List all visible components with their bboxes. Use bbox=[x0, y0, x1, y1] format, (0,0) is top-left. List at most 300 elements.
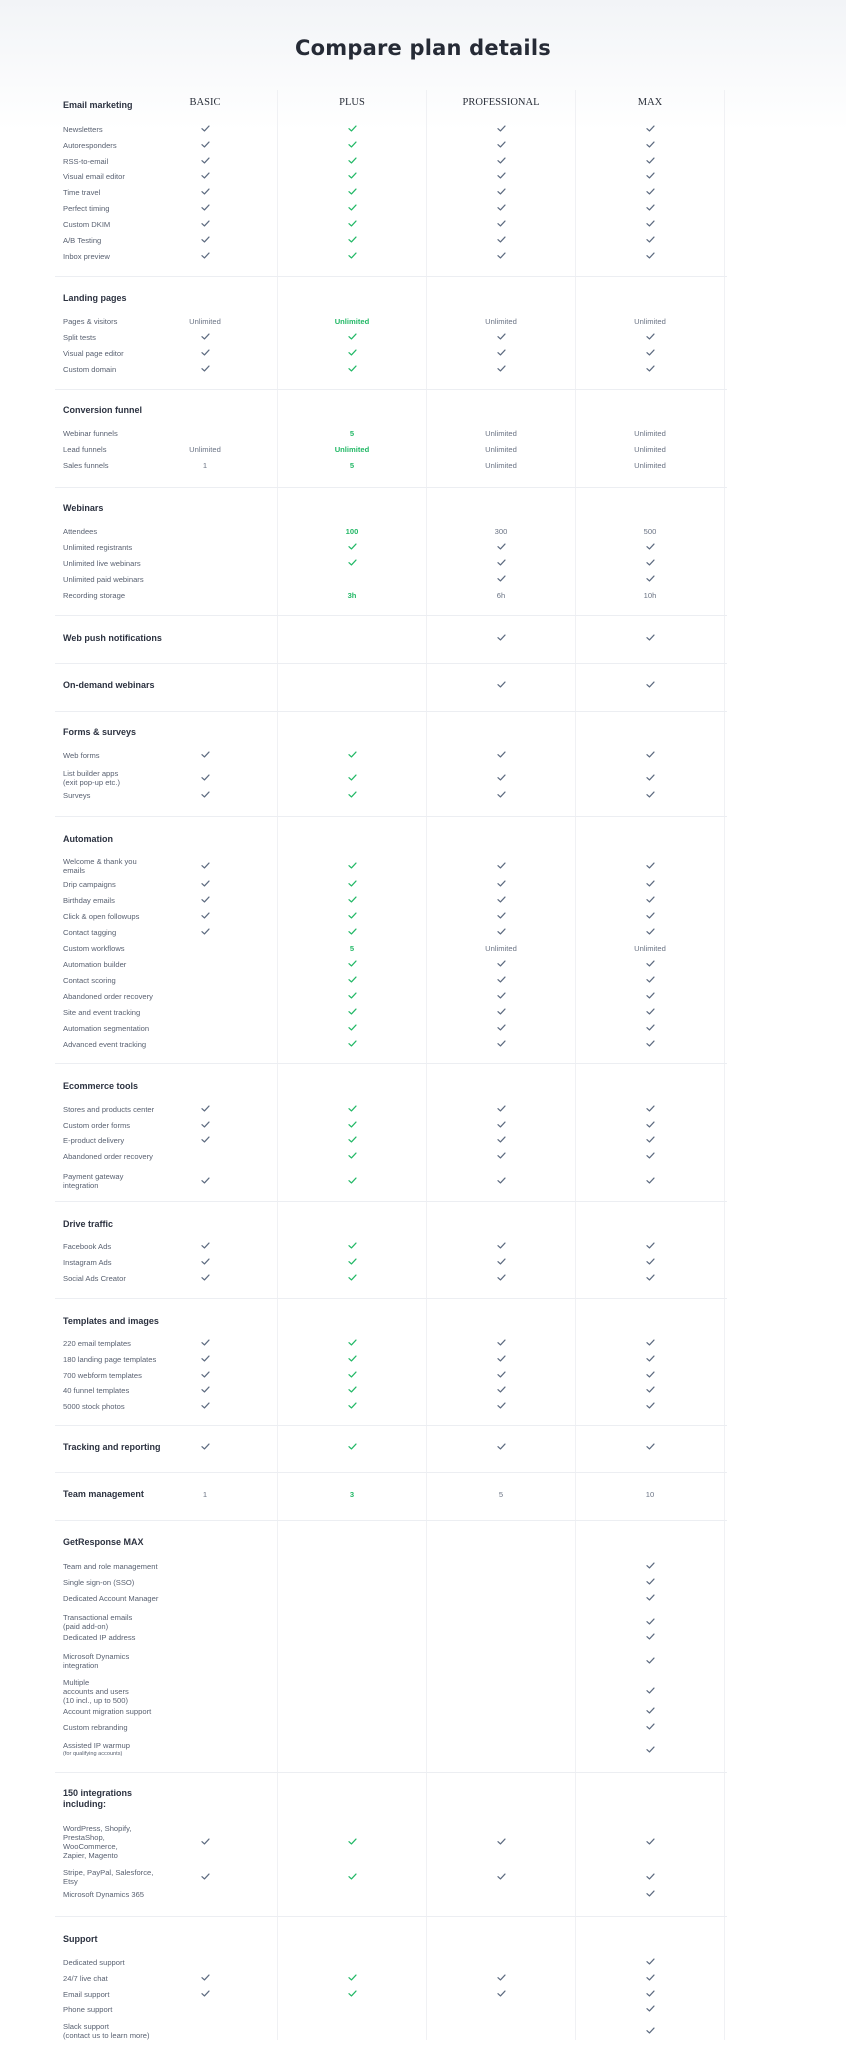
section-title: 150 integrations including: bbox=[63, 1788, 133, 1809]
feature-label: RSS-to-email bbox=[63, 157, 109, 166]
feature-label: Recording storage bbox=[63, 591, 126, 600]
plan-value: Unlimited bbox=[485, 461, 517, 470]
check-icon bbox=[620, 1136, 680, 1145]
check-icon bbox=[322, 1371, 382, 1380]
plan-value: Unlimited bbox=[189, 317, 221, 326]
check-icon bbox=[322, 1121, 382, 1130]
check-icon bbox=[620, 912, 680, 921]
section-title: Support bbox=[63, 1934, 98, 1944]
feature-label: Social Ads Creator bbox=[63, 1274, 126, 1283]
plan-header-plus: PLUS bbox=[339, 97, 365, 108]
check-icon bbox=[471, 333, 531, 342]
check-icon bbox=[620, 1890, 680, 1899]
plan-value: Unlimited bbox=[189, 445, 221, 454]
check-icon bbox=[322, 1339, 382, 1348]
feature-label: Stripe, PayPal, Salesforce, Etsy bbox=[63, 1868, 154, 1886]
feature-label: Phone support bbox=[63, 2005, 113, 2014]
check-icon bbox=[471, 1355, 531, 1364]
check-icon bbox=[175, 125, 235, 134]
check-icon bbox=[175, 1974, 235, 1983]
feature-label: Custom workflows bbox=[63, 944, 125, 953]
check-icon bbox=[620, 862, 680, 871]
check-icon bbox=[471, 1152, 531, 1161]
check-icon bbox=[175, 896, 235, 905]
section-title: Tracking and reporting bbox=[63, 1442, 161, 1452]
check-icon bbox=[471, 1136, 531, 1145]
plan-value: 5 bbox=[498, 1490, 504, 1499]
check-icon bbox=[322, 880, 382, 889]
check-icon bbox=[471, 1105, 531, 1114]
check-icon bbox=[620, 1958, 680, 1967]
check-icon bbox=[175, 1339, 235, 1348]
check-icon bbox=[620, 1618, 680, 1627]
check-icon bbox=[620, 252, 680, 261]
check-icon bbox=[175, 1371, 235, 1380]
check-icon bbox=[322, 791, 382, 800]
check-icon bbox=[322, 188, 382, 197]
check-icon bbox=[620, 880, 680, 889]
check-icon bbox=[620, 1386, 680, 1395]
check-icon bbox=[471, 880, 531, 889]
check-icon bbox=[471, 172, 531, 181]
check-icon bbox=[620, 1121, 680, 1130]
check-icon bbox=[322, 1105, 382, 1114]
check-icon bbox=[620, 634, 680, 643]
check-icon bbox=[620, 1443, 680, 1452]
column-divider bbox=[724, 90, 725, 2040]
section-divider bbox=[55, 816, 727, 817]
check-icon bbox=[620, 1746, 680, 1755]
check-icon bbox=[471, 896, 531, 905]
check-icon bbox=[322, 862, 382, 871]
check-icon bbox=[471, 1177, 531, 1186]
feature-label: Inbox preview bbox=[63, 252, 110, 261]
feature-label: A/B Testing bbox=[63, 236, 102, 245]
feature-label: 180 landing page templates bbox=[63, 1355, 157, 1364]
check-icon bbox=[620, 1402, 680, 1411]
feature-label: 700 webform templates bbox=[63, 1371, 142, 1380]
check-icon bbox=[175, 1136, 235, 1145]
feature-label: Dedicated support bbox=[63, 1958, 125, 1967]
check-icon bbox=[620, 1242, 680, 1251]
feature-label: Microsoft Dynamics 365 bbox=[63, 1890, 145, 1899]
plan-value: 500 bbox=[643, 527, 657, 536]
plan-value: Unlimited bbox=[634, 317, 666, 326]
check-icon bbox=[620, 1355, 680, 1364]
check-icon bbox=[620, 172, 680, 181]
feature-label: Account migration support bbox=[63, 1707, 152, 1716]
check-icon bbox=[471, 1258, 531, 1267]
check-icon bbox=[620, 1707, 680, 1716]
feature-label: Single sign-on (SSO) bbox=[63, 1578, 135, 1587]
plan-value: 5 bbox=[349, 461, 355, 470]
check-icon bbox=[620, 1657, 680, 1666]
feature-label: Pages & visitors bbox=[63, 317, 118, 326]
section-divider bbox=[55, 1063, 727, 1064]
section-divider bbox=[55, 663, 727, 664]
check-icon bbox=[322, 157, 382, 166]
section-title: Landing pages bbox=[63, 293, 127, 303]
check-icon bbox=[175, 220, 235, 229]
check-icon bbox=[322, 559, 382, 568]
plan-value: Unlimited bbox=[485, 445, 517, 454]
feature-label: Dedicated IP address bbox=[63, 1633, 136, 1642]
check-icon bbox=[620, 1339, 680, 1348]
check-icon bbox=[322, 1177, 382, 1186]
feature-label: Perfect timing bbox=[63, 204, 110, 213]
check-icon bbox=[322, 1274, 382, 1283]
check-icon bbox=[620, 960, 680, 969]
section-title: Forms & surveys bbox=[63, 727, 137, 737]
check-icon bbox=[620, 896, 680, 905]
check-icon bbox=[322, 172, 382, 181]
feature-label: Sales funnels bbox=[63, 461, 109, 470]
plan-value: 3h bbox=[347, 591, 357, 600]
check-icon bbox=[620, 1990, 680, 1999]
check-icon bbox=[175, 1402, 235, 1411]
feature-label: Split tests bbox=[63, 333, 96, 342]
check-icon bbox=[322, 1008, 382, 1017]
section-divider bbox=[55, 711, 727, 712]
check-icon bbox=[471, 1008, 531, 1017]
section-title: GetResponse MAX bbox=[63, 1537, 144, 1547]
check-icon bbox=[175, 880, 235, 889]
check-icon bbox=[322, 1024, 382, 1033]
section-title: Web push notifications bbox=[63, 633, 162, 643]
check-icon bbox=[322, 896, 382, 905]
check-icon bbox=[471, 634, 531, 643]
plan-value: 5 bbox=[349, 944, 355, 953]
feature-label: Click & open followups bbox=[63, 912, 140, 921]
feature-label: 40 funnel templates bbox=[63, 1386, 130, 1395]
check-icon bbox=[322, 751, 382, 760]
check-icon bbox=[471, 862, 531, 871]
feature-label: Team and role management bbox=[63, 1562, 158, 1571]
check-icon bbox=[620, 188, 680, 197]
check-icon bbox=[322, 204, 382, 213]
check-icon bbox=[322, 928, 382, 937]
feature-label: Abandoned order recovery bbox=[63, 1152, 153, 1161]
page-title: Compare plan details bbox=[295, 36, 551, 60]
feature-label: Webinar funnels bbox=[63, 429, 118, 438]
section-divider bbox=[55, 1472, 727, 1473]
check-icon bbox=[175, 751, 235, 760]
check-icon bbox=[471, 188, 531, 197]
section-divider bbox=[55, 1772, 727, 1773]
check-icon bbox=[322, 992, 382, 1001]
check-icon bbox=[175, 912, 235, 921]
plan-header-max: MAX bbox=[637, 97, 663, 108]
check-icon bbox=[175, 349, 235, 358]
check-icon bbox=[620, 1594, 680, 1603]
feature-label: Lead funnels bbox=[63, 445, 107, 454]
feature-label: Site and event tracking bbox=[63, 1008, 141, 1017]
check-icon bbox=[471, 559, 531, 568]
check-icon bbox=[175, 365, 235, 374]
feature-label: Autoresponders bbox=[63, 141, 117, 150]
feature-label: Drip campaigns bbox=[63, 880, 116, 889]
check-icon bbox=[620, 1633, 680, 1642]
section-divider bbox=[55, 1298, 727, 1299]
check-icon bbox=[471, 1024, 531, 1033]
check-icon bbox=[322, 543, 382, 552]
check-icon bbox=[471, 960, 531, 969]
check-icon bbox=[471, 220, 531, 229]
check-icon bbox=[175, 252, 235, 261]
section-divider bbox=[55, 276, 727, 277]
feature-label: Unlimited paid webinars bbox=[63, 575, 144, 584]
check-icon bbox=[620, 1723, 680, 1732]
feature-label: Microsoft Dynamics integration bbox=[63, 1652, 130, 1670]
check-icon bbox=[322, 1242, 382, 1251]
check-icon bbox=[620, 365, 680, 374]
check-icon bbox=[620, 1024, 680, 1033]
feature-label: Slack support (contact us to learn more) bbox=[63, 2022, 150, 2040]
check-icon bbox=[620, 141, 680, 150]
plan-value: 3 bbox=[349, 1490, 355, 1499]
feature-label: Payment gateway integration bbox=[63, 1172, 124, 1190]
check-icon bbox=[471, 141, 531, 150]
feature-label: Unlimited registrants bbox=[63, 543, 133, 552]
check-icon bbox=[471, 1274, 531, 1283]
check-icon bbox=[620, 2005, 680, 2014]
feature-label: Email support bbox=[63, 1990, 110, 1999]
column-divider bbox=[277, 90, 278, 2040]
check-icon bbox=[322, 1838, 382, 1847]
plan-value: 1 bbox=[202, 1490, 208, 1499]
check-icon bbox=[471, 365, 531, 374]
feature-label: Advanced event tracking bbox=[63, 1040, 147, 1049]
check-icon bbox=[620, 1578, 680, 1587]
check-icon bbox=[175, 236, 235, 245]
feature-label: Dedicated Account Manager bbox=[63, 1594, 159, 1603]
check-icon bbox=[471, 1371, 531, 1380]
plan-value: 1 bbox=[202, 461, 208, 470]
feature-note: (for qualifying accounts) bbox=[63, 1751, 123, 1757]
check-icon bbox=[322, 252, 382, 261]
check-icon bbox=[471, 774, 531, 783]
check-icon bbox=[322, 333, 382, 342]
feature-label: Stores and products center bbox=[63, 1105, 155, 1114]
check-icon bbox=[322, 976, 382, 985]
check-icon bbox=[620, 1974, 680, 1983]
feature-label: Custom order forms bbox=[63, 1121, 131, 1130]
check-icon bbox=[471, 1040, 531, 1049]
feature-label: 5000 stock photos bbox=[63, 1402, 125, 1411]
check-icon bbox=[471, 349, 531, 358]
check-icon bbox=[620, 559, 680, 568]
check-icon bbox=[175, 188, 235, 197]
check-icon bbox=[471, 1402, 531, 1411]
check-icon bbox=[175, 1386, 235, 1395]
check-icon bbox=[471, 204, 531, 213]
feature-label: List builder apps (exit pop-up etc.) bbox=[63, 769, 120, 787]
check-icon bbox=[620, 1562, 680, 1571]
section-title: Ecommerce tools bbox=[63, 1081, 139, 1091]
feature-label: Abandoned order recovery bbox=[63, 992, 153, 1001]
plan-value: Unlimited bbox=[634, 461, 666, 470]
plan-value: Unlimited bbox=[485, 429, 517, 438]
feature-label: Facebook Ads bbox=[63, 1242, 112, 1251]
check-icon bbox=[175, 1258, 235, 1267]
check-icon bbox=[620, 774, 680, 783]
section-divider bbox=[55, 389, 727, 390]
check-icon bbox=[471, 1974, 531, 1983]
check-icon bbox=[620, 992, 680, 1001]
check-icon bbox=[620, 1177, 680, 1186]
check-icon bbox=[620, 575, 680, 584]
feature-label: Birthday emails bbox=[63, 896, 115, 905]
check-icon bbox=[175, 1873, 235, 1882]
check-icon bbox=[322, 1443, 382, 1452]
check-icon bbox=[620, 1040, 680, 1049]
check-icon bbox=[471, 252, 531, 261]
check-icon bbox=[620, 1371, 680, 1380]
check-icon bbox=[620, 2027, 680, 2036]
check-icon bbox=[620, 1258, 680, 1267]
plan-value: Unlimited bbox=[334, 317, 370, 326]
check-icon bbox=[322, 1040, 382, 1049]
plan-value: 10 bbox=[645, 1490, 655, 1499]
feature-label: Surveys bbox=[63, 791, 91, 800]
feature-label: Visual page editor bbox=[63, 349, 124, 358]
check-icon bbox=[620, 349, 680, 358]
feature-label: Custom domain bbox=[63, 365, 117, 374]
feature-label: Time travel bbox=[63, 188, 101, 197]
feature-label: Unlimited live webinars bbox=[63, 559, 141, 568]
feature-label: E-product delivery bbox=[63, 1136, 125, 1145]
plan-value: 5 bbox=[349, 429, 355, 438]
section-title: Templates and images bbox=[63, 1316, 159, 1326]
check-icon bbox=[322, 1136, 382, 1145]
check-icon bbox=[322, 141, 382, 150]
section-title: Webinars bbox=[63, 503, 104, 513]
check-icon bbox=[620, 791, 680, 800]
check-icon bbox=[322, 1386, 382, 1395]
feature-label: 220 email templates bbox=[63, 1339, 131, 1348]
feature-label: Automation builder bbox=[63, 960, 127, 969]
check-icon bbox=[175, 862, 235, 871]
plan-value: Unlimited bbox=[634, 445, 666, 454]
section-title: On-demand webinars bbox=[63, 680, 155, 690]
check-icon bbox=[175, 791, 235, 800]
section-divider bbox=[55, 615, 727, 616]
check-icon bbox=[322, 1152, 382, 1161]
check-icon bbox=[620, 1687, 680, 1696]
check-icon bbox=[471, 1873, 531, 1882]
check-icon bbox=[175, 1990, 235, 1999]
check-icon bbox=[175, 333, 235, 342]
plan-value: 6h bbox=[496, 591, 506, 600]
check-icon bbox=[175, 1121, 235, 1130]
plan-value: 300 bbox=[494, 527, 508, 536]
check-icon bbox=[620, 1008, 680, 1017]
plan-header-professional: PROFESSIONAL bbox=[462, 97, 540, 108]
check-icon bbox=[322, 774, 382, 783]
plan-value: Unlimited bbox=[485, 944, 517, 953]
section-divider bbox=[55, 1520, 727, 1521]
check-icon bbox=[322, 365, 382, 374]
check-icon bbox=[471, 236, 531, 245]
feature-label: Contact tagging bbox=[63, 928, 117, 937]
feature-label: Custom DKIM bbox=[63, 220, 111, 229]
feature-label: 24/7 live chat bbox=[63, 1974, 108, 1983]
check-icon bbox=[471, 992, 531, 1001]
check-icon bbox=[620, 751, 680, 760]
check-icon bbox=[471, 157, 531, 166]
section-title: Email marketing bbox=[63, 100, 133, 110]
plan-value: Unlimited bbox=[634, 429, 666, 438]
plan-value: 10h bbox=[643, 591, 657, 600]
check-icon bbox=[175, 172, 235, 181]
check-icon bbox=[471, 543, 531, 552]
check-icon bbox=[620, 333, 680, 342]
plan-value: Unlimited bbox=[634, 944, 666, 953]
check-icon bbox=[620, 157, 680, 166]
check-icon bbox=[471, 928, 531, 937]
check-icon bbox=[175, 1274, 235, 1283]
check-icon bbox=[322, 912, 382, 921]
feature-label: WordPress, Shopify, PrestaShop, WooCommerce, Zapier, Magento bbox=[63, 1824, 132, 1860]
feature-label: Welcome & thank you emails bbox=[63, 857, 137, 875]
check-icon bbox=[471, 1838, 531, 1847]
check-icon bbox=[471, 791, 531, 800]
check-icon bbox=[175, 1355, 235, 1364]
check-icon bbox=[620, 1274, 680, 1283]
feature-label: Assisted IP warmup (for qualifying accounts) bbox=[63, 1741, 193, 1759]
column-divider bbox=[575, 90, 576, 2040]
check-icon bbox=[322, 220, 382, 229]
feature-label: Visual email editor bbox=[63, 172, 125, 181]
check-icon bbox=[471, 1990, 531, 1999]
section-divider bbox=[55, 1201, 727, 1202]
check-icon bbox=[620, 543, 680, 552]
check-icon bbox=[322, 1990, 382, 1999]
check-icon bbox=[471, 976, 531, 985]
check-icon bbox=[471, 1339, 531, 1348]
check-icon bbox=[175, 141, 235, 150]
feature-label: Newsletters bbox=[63, 125, 103, 134]
check-icon bbox=[322, 1355, 382, 1364]
feature-label: Instagram Ads bbox=[63, 1258, 112, 1267]
check-icon bbox=[175, 157, 235, 166]
check-icon bbox=[175, 1443, 235, 1452]
check-icon bbox=[620, 1152, 680, 1161]
section-divider bbox=[55, 487, 727, 488]
check-icon bbox=[620, 204, 680, 213]
section-title: Conversion funnel bbox=[63, 405, 143, 415]
check-icon bbox=[620, 236, 680, 245]
check-icon bbox=[175, 1105, 235, 1114]
check-icon bbox=[175, 1242, 235, 1251]
feature-label: Automation segmentation bbox=[63, 1024, 150, 1033]
plan-value: Unlimited bbox=[485, 317, 517, 326]
check-icon bbox=[322, 1974, 382, 1983]
check-icon bbox=[471, 575, 531, 584]
check-icon bbox=[175, 928, 235, 937]
column-divider bbox=[426, 90, 427, 2040]
check-icon bbox=[175, 1177, 235, 1186]
check-icon bbox=[620, 928, 680, 937]
feature-label: Web forms bbox=[63, 751, 100, 760]
feature-label: Attendees bbox=[63, 527, 98, 536]
check-icon bbox=[620, 125, 680, 134]
check-icon bbox=[322, 960, 382, 969]
check-icon bbox=[322, 236, 382, 245]
section-title: Automation bbox=[63, 834, 113, 844]
check-icon bbox=[620, 220, 680, 229]
check-icon bbox=[175, 1838, 235, 1847]
